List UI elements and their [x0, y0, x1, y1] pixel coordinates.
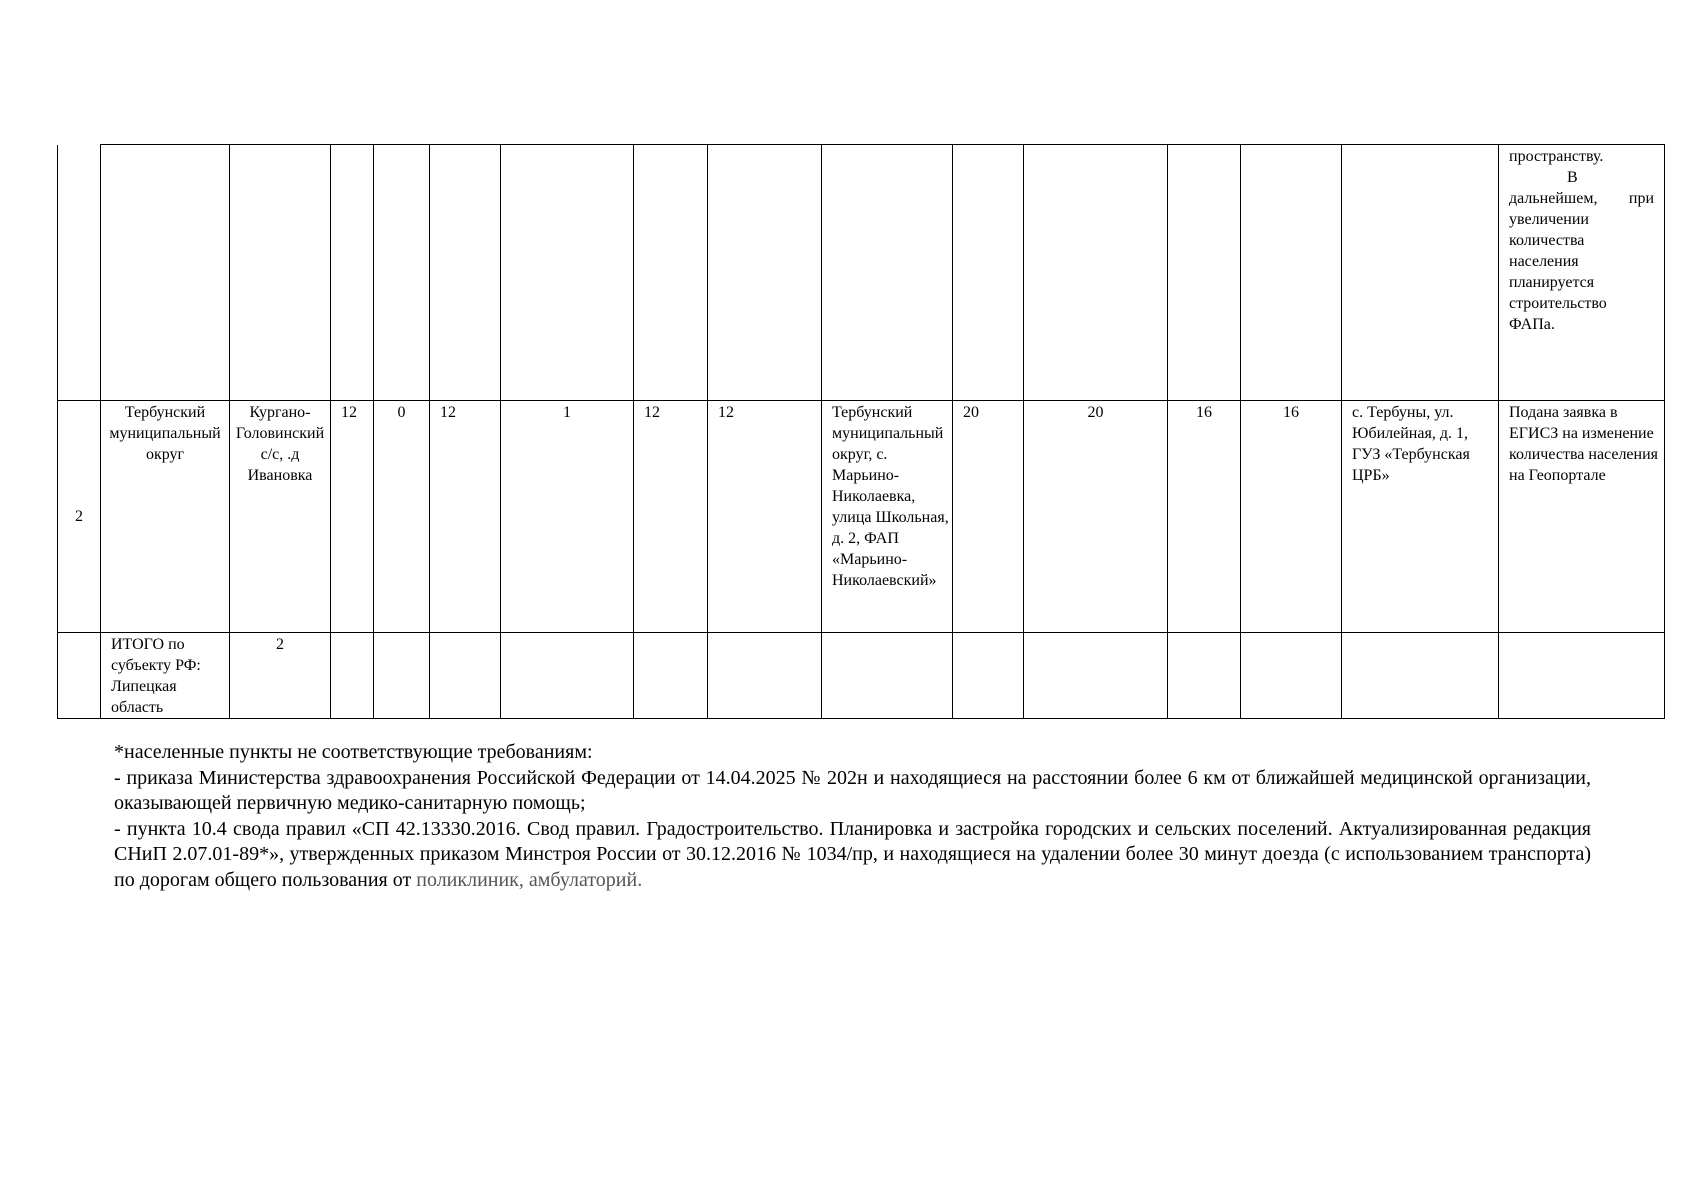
table-cell: [1024, 633, 1168, 719]
note-line: В: [1567, 169, 1578, 186]
value: 12: [440, 404, 456, 421]
value: 16: [1283, 404, 1299, 421]
value-cell: [374, 401, 430, 633]
value: 12: [341, 404, 357, 421]
table-cell: [1241, 145, 1342, 401]
table-row: [58, 401, 1665, 633]
table-cell: [1168, 145, 1241, 401]
value-cell: [430, 401, 501, 633]
table-cell: [953, 145, 1024, 401]
value: 16: [1196, 404, 1212, 421]
table-row-total: [58, 633, 1665, 719]
footnote-item-2: [114, 817, 1591, 894]
value: 20: [1087, 404, 1104, 421]
value-cell: [501, 401, 634, 633]
table-cell: [822, 633, 953, 719]
note-line: ФАПа.: [1509, 316, 1555, 333]
table-cell: [953, 633, 1024, 719]
table-cell: [230, 145, 331, 401]
table-cell: [58, 633, 101, 719]
note-line: планируется: [1509, 274, 1595, 291]
table-cell: [501, 633, 634, 719]
value: 12: [718, 404, 734, 421]
note-line: количества: [1509, 232, 1585, 249]
table-cell: [822, 145, 953, 401]
value: 12: [644, 404, 660, 421]
table-cell: [501, 145, 634, 401]
table-cell: [1024, 145, 1168, 401]
row-number: 2: [75, 508, 83, 525]
value-cell: [708, 401, 822, 633]
footnote-item-2-main: - пункта 10.4 свода правил «СП 42.13330.2016. Свод правил. Градостроительство. Планировка и застройка городских и сельских поселений. Актуализированная редакция СНиП 2.07.01-89*», утвержденных приказом Минстроя России от 30.12.2016 № 1034/пр, и находящиеся на удалении более 30 минут доезда (с использованием транспорта) по дорогам общего пользования от: [114, 817, 1591, 891]
table-cell: [1241, 633, 1342, 719]
district-cell: [101, 401, 230, 633]
total-count: 2: [276, 636, 284, 653]
address-cell: [1342, 401, 1499, 633]
table-cell: [708, 633, 822, 719]
continuation-note: [1499, 145, 1664, 335]
value-cell: [634, 401, 708, 633]
address: с. Тербуны, ул. Юбилейная, д. 1, ГУЗ «Тербунская ЦРБ»: [1352, 404, 1470, 484]
settlements-table: [57, 144, 1665, 719]
table-cell: [101, 145, 230, 401]
note-line: дальнейшем, при: [1509, 190, 1654, 207]
value-cell: [1241, 401, 1342, 633]
value: 20: [963, 404, 979, 421]
footnotes: [114, 740, 1591, 893]
table-row-continuation: [58, 145, 1665, 401]
footnote-heading: *населенные пункты не соответствующие требованиям:: [114, 741, 593, 763]
table-cell: [430, 633, 501, 719]
note-line: населения: [1509, 253, 1579, 270]
nearest-org-cell: [822, 401, 953, 633]
note-line: увеличении: [1509, 211, 1589, 228]
value-cell: [1024, 401, 1168, 633]
note-cell-continuation: [1499, 145, 1665, 401]
note: Подана заявка в ЕГИСЗ на изменение количества населения на Геопортале: [1509, 404, 1659, 484]
nearest-org: Тербунский муниципальный округ, с. Марьино-Николаевка, улица Школьная, д. 2, ФАП «Марьино-Николаевский»: [832, 404, 949, 589]
table-cell: [1499, 633, 1665, 719]
settlement-cell: [230, 401, 331, 633]
table-cell: [634, 145, 708, 401]
table-cell: [374, 633, 430, 719]
total-count-cell: [230, 633, 331, 719]
table-cell: [331, 145, 374, 401]
table-cell: [708, 145, 822, 401]
table-cell: [1342, 633, 1499, 719]
value: 1: [563, 404, 571, 421]
note-line: пространству.: [1509, 148, 1604, 165]
row-number-cell: [58, 401, 101, 633]
table-cell: [1342, 145, 1499, 401]
value-cell: [331, 401, 374, 633]
total-label-cell: [101, 633, 230, 719]
note-cell: [1499, 401, 1665, 633]
settlement-name: Кургано-Головинский с/с, .д Ивановка: [235, 404, 325, 484]
footnote-item-2-tail: поликлиник, амбулаторий.: [416, 868, 643, 891]
table-cell: [1168, 633, 1241, 719]
table-cell: [634, 633, 708, 719]
footnote-item-1: - приказа Министерства здравоохранения Российской Федерации от 14.04.2025 № 202н и находящиеся на расстоянии более 6 км от ближайшей медицинской организации, оказывающей первичную медико-санитарную помощь;: [114, 766, 1591, 814]
district-name: Тербунский муниципальный округ: [109, 404, 221, 463]
value-cell: [953, 401, 1024, 633]
table-cell: [430, 145, 501, 401]
note-line: строительство: [1509, 295, 1607, 312]
total-label: ИТОГО по субъекту РФ: Липецкая область: [111, 636, 201, 716]
value-cell: [1168, 401, 1241, 633]
table-cell: [58, 145, 101, 401]
table-cell: [331, 633, 374, 719]
table-cell: [374, 145, 430, 401]
value: 0: [397, 404, 406, 421]
